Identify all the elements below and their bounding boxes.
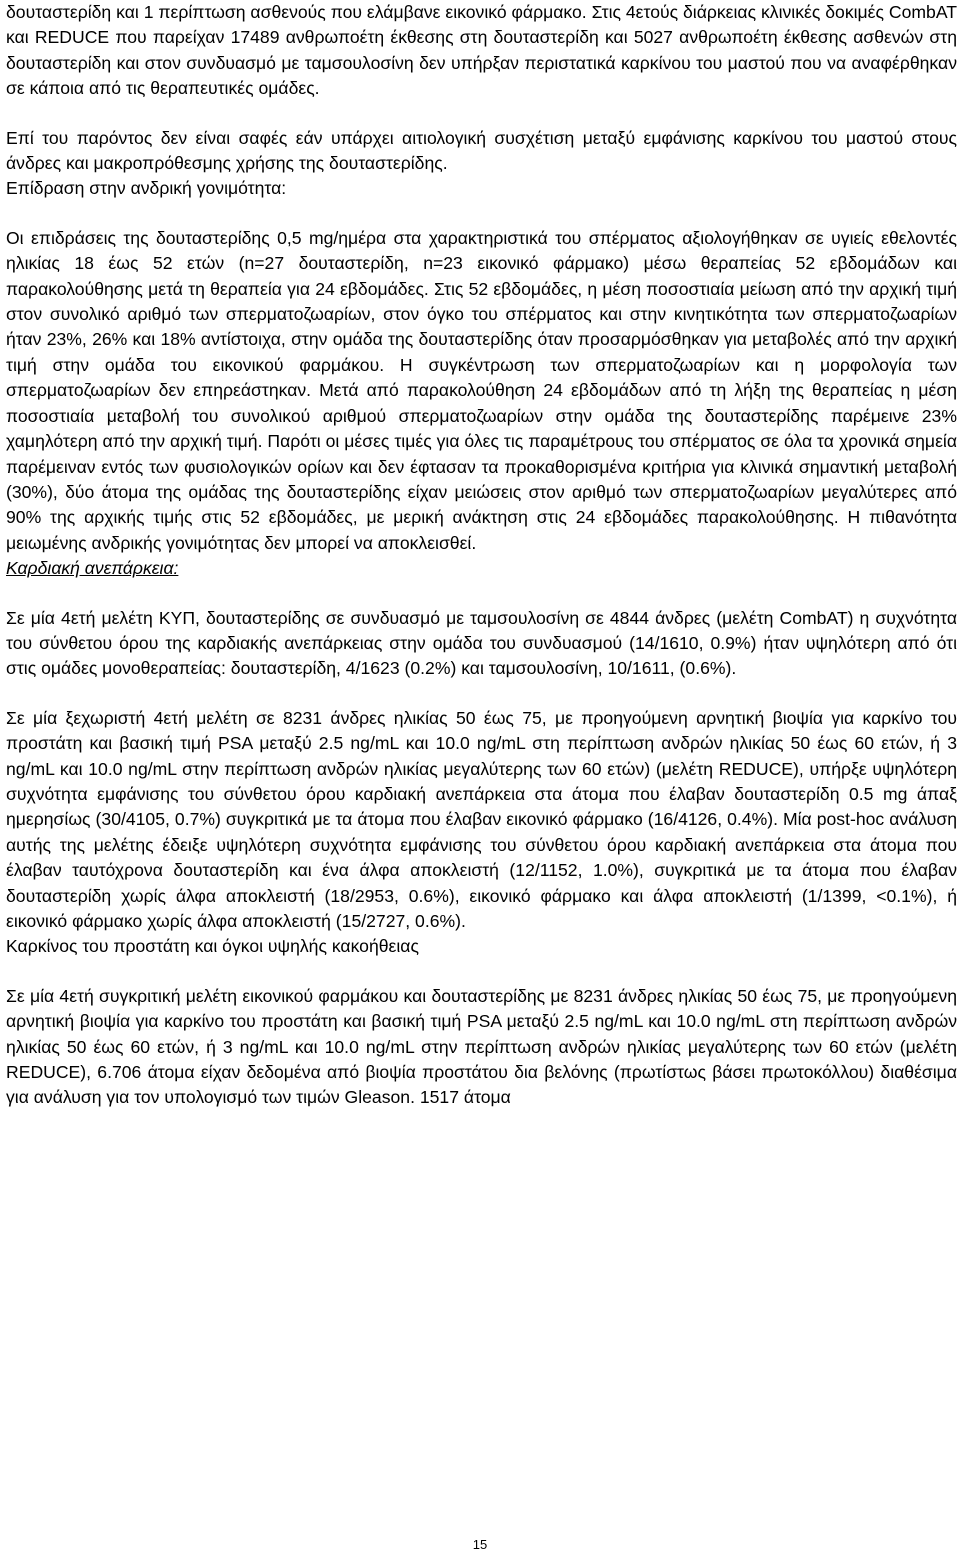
paragraph-semen-characteristics: Οι επιδράσεις της δουταστερίδης 0,5 mg/ημέρα στα χαρακτηριστικά του σπέρματος αξιολογήθηκαν σε υγιείς εθελοντές ηλικίας 18 έως 52 ετών (n=27 δουταστερίδη, n=23 εικονικό φάρμακο) μέσω θεραπείας 52 εβδομάδων και παρακολούθησης μετά τη θεραπεία για 24 εβδομάδες. Στις 52 εβδομάδες, η μέση ποσοστιαία μείωση από την αρχική τιμή στον συνολικό αριθμό των σπερματοζωαρίων, στον όγκο του σπέρματος και στην κινητικότητα των σπερματοζωαρίων ήταν 23%, 26% και 18% αντίστοιχα, στην ομάδα της δουταστερίδης όταν προσαρμόσθηκαν για μεταβολές από την αρχική τιμή στην ομάδα του εικονικού φαρμάκου. Η συγκέντρωση των σπερματοζωαρίων και η μορφολογία των σπερματοζωαρίων δεν επηρεάστηκαν. Μετά από παρακολούθηση 24 εβδομάδων από τη λήξη της θεραπείας η μέση ποσοστιαία μεταβολή του συνολικού αριθμού σπερματοζωαρίων στην ομάδα της δουταστερίδης παρέμεινε 23% χαμηλότερη από την αρχική τιμή. Παρότι οι μέσες τιμές για όλες τις παραμέτρους του σπέρματος σε όλα τα χρονικά σημεία παρέμειναν εντός των φυσιολογικών ορίων και δεν έφτασαν τα προκαθορισμένα κριτήρια για κλινικά σημαντική μεταβολή (30%), δύο άτομα της ομάδας της δουταστερίδης είχαν μειώσεις στον αριθμό των σπερματοζωαρίων μεγαλύτερες από 90% της αρχικής τιμής στις 52 εβδομάδες, με μερική ανάκτηση στις 24 εβδομάδες παρακολούθησης. Η πιθανότητα μειωμένης ανδρικής γονιμότητας δεν μπορεί να αποκλεισθεί. [6, 227, 957, 553]
paragraph-combat-study: Σε μία 4ετή μελέτη ΚΥΠ, δουταστερίδης σε συνδυασμό με ταμσουλοσίνη σε 4844 άνδρες (μελέτη CombAT) η συχνότητα του σύνθετου όρου της καρδιακής ανεπάρκειας στην ομάδα του συνδυασμού (14/1610, 0.9%) ήταν υψηλότερη από ότι στις ομάδες μονοθεραπείας: δουταστερίδη, 4/1623 (0.2%) και ταμσουλοσίνη, 10/1611, (0.6%). [6, 607, 957, 679]
paragraph-reduce-study: Σε μία ξεχωριστή 4ετή μελέτη σε 8231 άνδρες ηλικίας 50 έως 75, με προηγούμενη αρνητική βιοψία για καρκίνο του προστάτη και βασική τιμή PSA μεταξύ 2.5 ng/mL και 10.0 ng/mL στη περίπτωση ανδρών ηλικίας 50 έως 60 ετών, ή 3 ng/mL και 10.0 ng/mL στην περίπτωση ανδρών ηλικίας μεγαλύτερης των 60 ετών) (μελέτη REDUCE), υπήρξε υψηλότερη συχνότητα εμφάνισης του σύνθετου όρου καρδιακή ανεπάρκεια στα άτομα που έλαβαν δουταστερίδη 0.5 mg άπαξ ημερησίως (30/4105, 0.7%) συγκριτικά με τα άτομα που έλαβαν εικονικό φάρμακο (16/4126, 0.4%). Μία post-hoc ανάλυση αυτής της μελέτης έδειξε υψηλότερη συχνότητα εμφάνισης του σύνθετου όρου καρδιακή ανεπάρκεια στα άτομα που έλαβαν ταυτόχρονα δουταστερίδη και ένα άλφα αποκλειστή (12/1152, 1.0%), συγκριτικά με τα άτομα που έλαβαν δουταστερίδη χωρίς άλφα αποκλειστή (18/2953, 0.6%), εικονικό φάρμακο και άλφα αποκλειστή (1/1399, <0.1%), ή εικονικό φάρμακο χωρίς άλφα αποκλειστή (15/2727, 0.6%). [6, 707, 957, 931]
heading-prostate-cancer: Καρκίνος του προστάτη και όγκοι υψηλής κακοήθειας [6, 936, 419, 957]
paragraph-gleason-biopsy: Σε μία 4ετή συγκριτική μελέτη εικονικού φαρμάκου και δουταστερίδης με 8231 άνδρες ηλικίας 50 έως 75, με προηγούμενη αρνητική βιοψία για καρκίνο του προστάτη και βασική τιμή PSA μεταξύ 2.5 ng/mL και 10.0 ng/mL στη περίπτωση ανδρών ηλικίας 50 έως 60 ετών, ή 3 ng/mL και 10.0 ng/mL στην περίπτωση ανδρών ηλικίας μεγαλύτερης των 60 ετών (μελέτη REDUCE), 6.706 άτομα είχαν δεδομένα από βιοψία προστάτου δια βελόνης (πρωτίστως βάσει πρωτοκόλλου) διαθέσιμα για ανάλυση για τον υπολογισμό των τιμών Gleason. 1517 άτομα [6, 985, 957, 1108]
heading-male-fertility: Επίδραση στην ανδρική γονιμότητα: [6, 178, 287, 199]
heading-cardiac-failure: Καρδιακή ανεπάρκεια: [6, 558, 179, 579]
paragraph-breast-cancer-trials: δουταστερίδη και 1 περίπτωση ασθενούς που ελάμβανε εικονικό φάρμακο. Στις 4ετούς διάρκειας κλινικές δοκιμές CombAT και REDUCE που παρείχαν 17489 ανθρωποέτη έκθεσης στη δουταστερίδη και 5027 ανθρωποέτη έκθεσης ασθενών στη δουταστερίδη και στον συνδυασμό με ταμσουλοσίνη δεν υπήρξαν περιστατικά καρκίνου του μαστού που να αναφέρθηκαν σε κάποια από τις θεραπευτικές ομάδες. [6, 2, 957, 99]
paragraph-causal-association: Επί του παρόντος δεν είναι σαφές εάν υπάρχει αιτιολογική συσχέτιση μεταξύ εμφάνισης καρκίνου του μαστού στους άνδρες και μακροπρόθεσμης χρήσης της δουταστερίδης. [6, 127, 957, 174]
page-number: 15 [472, 1537, 488, 1552]
document-page [6, 0, 957, 1111]
